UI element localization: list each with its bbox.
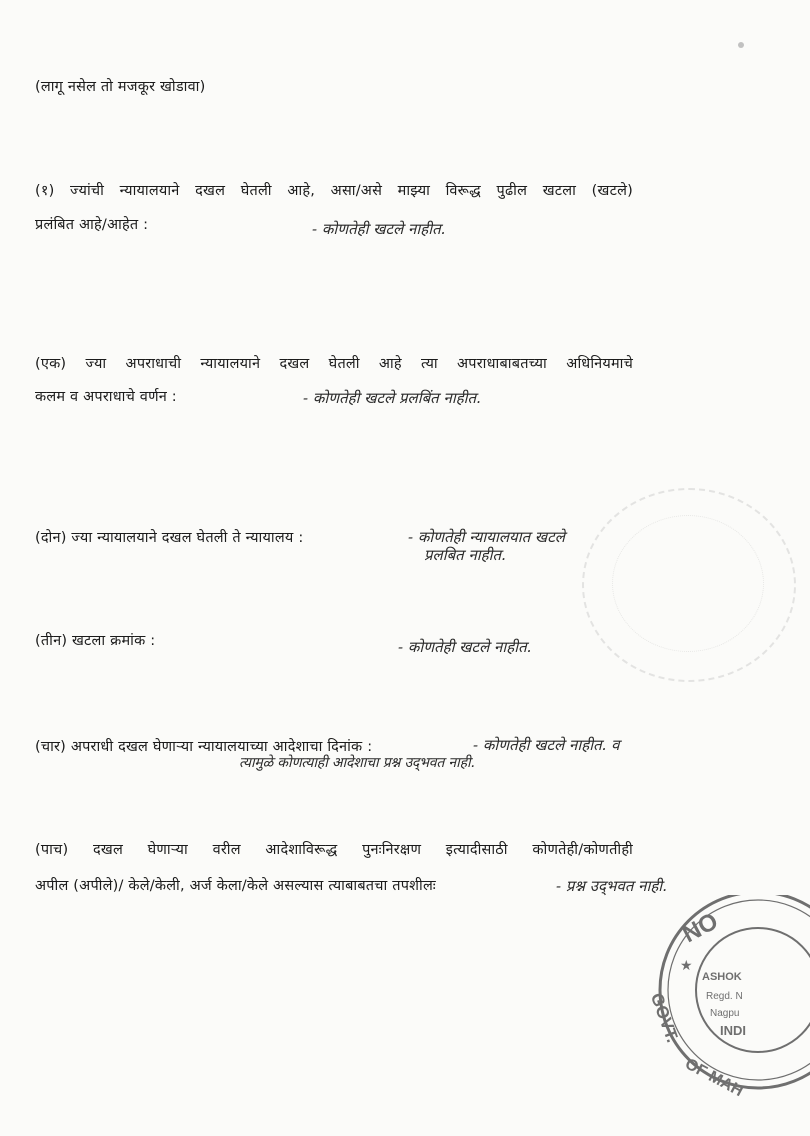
- section-teen-line-1: (तीन) खटला क्रमांक :: [35, 633, 156, 649]
- seal-name-text: ASHOK: [702, 971, 742, 983]
- section-ek-answer: - कोणतेही खटले प्रलबिंत नाहीत.: [303, 389, 481, 407]
- seal-top-text: NO: [678, 907, 723, 949]
- faint-stamp-inner-ring: [612, 515, 764, 652]
- section-1-line-1: (१) ज्यांची न्यायालयाने दखल घेतली आहे, असा/असे माझ्या विरूद्ध पुढील खटला (खटले): [35, 183, 633, 199]
- section-don-answer-line-2: प्रलबित नाहीत.: [424, 546, 506, 564]
- notary-seal: [640, 895, 810, 1105]
- section-teen-answer: - कोणतेही खटले नाहीत.: [398, 638, 532, 656]
- header-note: (लागू नसेल तो मजकूर खोडावा): [35, 79, 206, 95]
- svg-text:★: ★: [680, 957, 693, 973]
- seal-arc-left-text: GOVT.: [646, 990, 683, 1045]
- section-ek-line-2: कलम व अपराधाचे वर्णन :: [35, 389, 177, 405]
- notary-seal-graphic: [640, 895, 810, 1105]
- seal-country-text: INDI: [720, 1023, 746, 1038]
- seal-arc-bottom-text: OF MAH: [682, 1055, 746, 1101]
- section-pach-line-1: (पाच) दखल घेणाऱ्या वरील आदेशाविरूद्ध पुनःनिरक्षण इत्यादीसाठी कोणतेही/कोणतीही: [35, 842, 633, 858]
- section-char-answer-line-1: - कोणतेही खटले नाहीत. व: [473, 736, 620, 754]
- seal-regd-text: Regd. N: [706, 991, 743, 1002]
- section-char-answer-line-2: त्यामुळे कोणत्याही आदेशाचा प्रश्न उद्‌भवत नाही.: [239, 755, 475, 771]
- section-1-answer: - कोणतेही खटले नाहीत.: [312, 220, 446, 238]
- section-char-line-1: (चार) अपराधी दखल घेणाऱ्या न्यायालयाच्या आदेशाचा दिनांक :: [35, 739, 373, 755]
- section-ek-line-1: (एक) ज्या अपराधाची न्यायालयाने दखल घेतली आहे त्या अपराधाबाबतच्या अधिनियमाचे: [35, 356, 633, 372]
- section-don-line-1: (दोन) ज्या न्यायालयाने दखल घेतली ते न्यायालय :: [35, 530, 304, 546]
- section-pach-line-2: अपील (अपीले)/ केले/केली, अर्ज केला/केले असल्यास त्याबाबतचा तपशीलः: [35, 878, 436, 894]
- section-pach-answer: - प्रश्न उद्‌भवत नाही.: [556, 877, 667, 895]
- section-don-answer-line-1: - कोणतेही न्यायालयात खटले: [408, 528, 565, 546]
- section-1-line-2: प्रलंबित आहे/आहेत :: [35, 217, 149, 233]
- seal-city-text: Nagpu: [710, 1008, 740, 1019]
- scan-speck: [738, 42, 744, 48]
